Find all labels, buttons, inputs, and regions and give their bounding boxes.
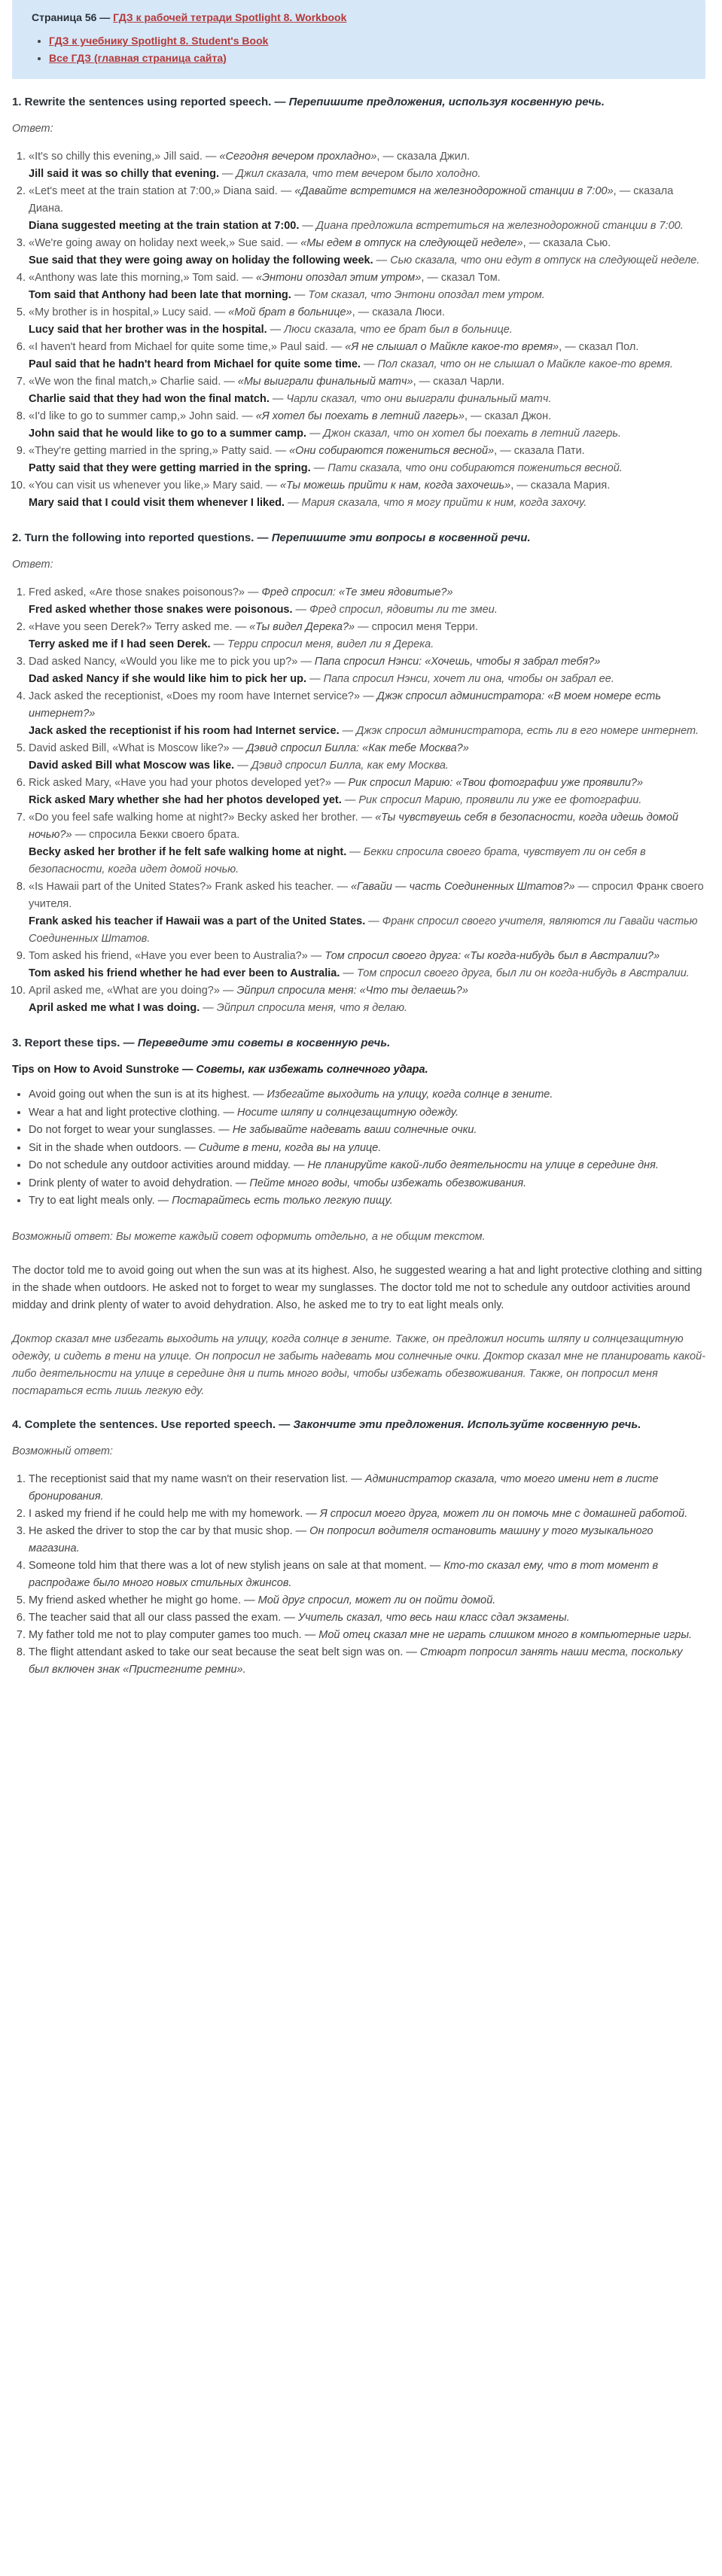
answer-translation: — Бекки спросила своего брата, чувствует ли он себя в безопасности, когда идет домой ночью. xyxy=(29,846,646,875)
tip-item xyxy=(29,1175,705,1193)
tip-translation: Носите шляпу и солнцезащитную одежду. xyxy=(237,1106,459,1119)
answer-translation: — Папа спросил Нэнси, хочет ли она, чтобы он забрал ее. xyxy=(306,673,614,685)
question-tail: — спросил Франк своего учителя. xyxy=(29,881,704,910)
question-translation: «Гавайи — часть Соединенных Штатов?» xyxy=(350,881,575,893)
list-item xyxy=(29,809,705,878)
tip-text: Try to eat light meals only. — xyxy=(29,1195,172,1207)
answer-text: April asked me what I was doing. xyxy=(29,1002,200,1014)
list-item xyxy=(29,148,705,183)
tip-translation: Пейте много воды, чтобы избежать обезвоживания. xyxy=(249,1177,527,1189)
nav-link-item xyxy=(49,50,692,67)
question-text: «You can visit us whenever you like,» Mary said. — xyxy=(29,480,280,492)
answer-translation: — Джил сказала, что тем вечером было холодно. xyxy=(219,168,481,180)
sentence-text: The receptionist said that my name wasn't on their reservation list. — xyxy=(29,1472,365,1485)
question-text: «It's so chilly this evening,» Jill said. — xyxy=(29,151,220,163)
list-item xyxy=(29,1506,705,1523)
question-text: Rick asked Mary, «Have you had your photos developed yet?» — xyxy=(29,777,349,789)
question-translation: Джэк спросил администратора: «В моем номере есть интернет?» xyxy=(29,690,661,720)
list-item xyxy=(29,775,705,809)
tip-translation: Не планируйте какой-либо деятельности на улице в середине дня. xyxy=(307,1159,659,1171)
sentence-text: The flight attendant asked to take our seat because the seat belt sign was on. — xyxy=(29,1646,420,1658)
tip-text: Avoid going out when the sun is at its highest. — xyxy=(29,1089,267,1101)
exercise-1-list xyxy=(12,148,705,512)
answer-text: Jill said it was so chilly that evening. xyxy=(29,168,220,180)
question-translation: Том спросил своего друга: «Ты когда-нибудь был в Австралии?» xyxy=(324,950,660,962)
question-text: «Anthony was late this morning,» Tom said. — xyxy=(29,272,256,284)
list-item xyxy=(29,304,705,339)
list-item xyxy=(29,339,705,373)
list-item xyxy=(29,688,705,740)
question-translation: «Давайте встретимся на железнодорожной станции в 7:00» xyxy=(294,185,614,197)
list-item xyxy=(29,740,705,775)
list-item xyxy=(29,477,705,512)
list-item xyxy=(29,408,705,443)
exercise-2-title: 2. Turn the following into reported questions. — Перепишите эти вопросы в косвенной речи. xyxy=(12,531,531,544)
answer-line xyxy=(29,252,705,269)
sentence-translation: Я спросил моего друга, может ли он помочь мне с домашней работой. xyxy=(319,1507,688,1520)
list-item xyxy=(29,1523,705,1557)
question-tail: , — сказала Сью. xyxy=(522,237,611,249)
tip-item xyxy=(29,1140,705,1158)
sentence-translation: Он попросил водителя остановить машину у того музыкального магазина. xyxy=(29,1524,653,1554)
all-gdz-link[interactable]: Все ГДЗ (главная страница сайта) xyxy=(49,52,227,64)
answer-line xyxy=(29,965,705,982)
tips-title: Tips on How to Avoid Sunstroke — Советы, как избежать солнечного удара. xyxy=(12,1064,428,1076)
answer-text: Dad asked Nancy if she would like him to pick her up. xyxy=(29,673,307,685)
question-translation: Эйприл спросила меня: «Что ты делаешь?» xyxy=(236,985,468,997)
answer-translation: — Люси сказала, что ее брат был в больнице. xyxy=(267,324,513,336)
answer-translation: — Эйприл спросила меня, что я делаю. xyxy=(200,1002,408,1014)
question-tail: , — сказала Мария. xyxy=(510,480,611,492)
answer-line xyxy=(29,218,705,235)
list-item xyxy=(29,1592,705,1609)
sentence-text: The teacher said that all our class passed the exam. — xyxy=(29,1611,298,1624)
question-translation: «Энтони опоздал этим утром» xyxy=(255,272,422,284)
answer-line xyxy=(29,425,705,443)
question-tail: , — сказал Джон. xyxy=(464,410,552,422)
question-text: Fred asked, «Are those snakes poisonous?» — xyxy=(29,586,262,598)
question-text: «Is Hawaii part of the United States?» Frank asked his teacher. — xyxy=(29,881,351,893)
sentence-text: My father told me not to play computer games too much. — xyxy=(29,1628,319,1641)
workbook-link[interactable]: ГДЗ к рабочей тетради Spotlight 8. Workbook xyxy=(113,11,347,23)
answer-translation: — Рик спросил Марию, проявили ли уже ее фотографии. xyxy=(341,794,642,806)
question-translation: «Ты можешь прийти к нам, когда захочешь» xyxy=(279,480,511,492)
navigation-box xyxy=(12,0,705,79)
possible-answer-label: Возможный ответ: xyxy=(12,1445,113,1457)
answer-translation: — Том спросил своего друга, был ли он когда-нибудь в Австралии. xyxy=(340,967,690,979)
question-translation: «Мы выиграли финальный матч» xyxy=(237,376,413,388)
list-item xyxy=(29,878,705,948)
question-tail: — спросила Бекки своего брата. xyxy=(72,829,240,841)
tip-text: Sit in the shade when outdoors. — xyxy=(29,1141,199,1154)
answer-paragraph-ru: Доктор сказал мне избегать выходить на улицу, когда солнце в зените. Также, он предложил носить шляпу и солнцезащитную одежду, и сидеть в тени на улице. Он попросил не забыть надевать мои солнечные очки. Доктор сказал мне не планировать какой-либо деятельности на улице в середине дня и пить много воды, чтобы избежать обезвоживания. Также, он попросил меня постараться есть лишь легкую еду. xyxy=(12,1332,705,1397)
question-text: «They're getting married in the spring,» Patty said. — xyxy=(29,445,290,457)
question-tail: , — сказал Пол. xyxy=(559,341,639,353)
question-translation: Фред спросил: «Те змеи ядовитые?» xyxy=(261,586,453,598)
tip-item xyxy=(29,1192,705,1210)
list-item xyxy=(29,1609,705,1627)
answer-line xyxy=(29,287,705,304)
tip-text: Do not schedule any outdoor activities around midday. — xyxy=(29,1159,308,1171)
question-text: Jack asked the receptionist, «Does my room have Internet service?» — xyxy=(29,690,377,702)
question-translation: «Я не слышал о Майкле какое-то время» xyxy=(345,341,559,353)
question-translation: «Ты чувствуешь себя в безопасности, когда идешь домой ночью?» xyxy=(29,811,678,841)
sentence-text: He asked the driver to stop the car by that music shop. — xyxy=(29,1524,310,1537)
answer-text: Sue said that they were going away on holiday the following week. xyxy=(29,254,373,266)
answer-translation: — Сью сказала, что они едут в отпуск на следующей неделе. xyxy=(373,254,700,266)
sentence-text: I asked my friend if he could help me with my homework. — xyxy=(29,1507,320,1520)
question-tail: , — сказала Диана. xyxy=(29,185,674,215)
answer-text: Terry asked me if I had seen Derek. xyxy=(29,638,211,650)
question-translation: Дэвид спросил Билла: «Как тебе Москва?» xyxy=(246,742,469,754)
nav-links xyxy=(32,32,692,67)
answer-text: Rick asked Mary whether she had her photos developed yet. xyxy=(29,794,342,806)
sentence-translation: Учитель сказал, что весь наш класс сдал экзамены. xyxy=(297,1611,570,1624)
question-tail: , — сказал Чарли. xyxy=(413,376,505,388)
list-item xyxy=(29,982,705,1017)
answer-text: Paul said that he hadn't heard from Michael for quite some time. xyxy=(29,358,361,370)
tip-text: Drink plenty of water to avoid dehydration. — xyxy=(29,1177,250,1189)
tip-item xyxy=(29,1104,705,1122)
answer-line xyxy=(29,460,705,477)
sentence-translation: Стюарт попросил занять наши места, поскольку был включен знак «Пристегните ремни». xyxy=(29,1646,683,1676)
question-text: Dad asked Nancy, «Would you like me to pick you up?» — xyxy=(29,656,315,668)
answer-translation: — Терри спросил меня, видел ли я Дерека. xyxy=(210,638,434,650)
answer-translation: — Пол сказал, что он не слышал о Майкле какое-то время. xyxy=(360,358,673,370)
list-item xyxy=(29,1557,705,1592)
answer-translation: — Джон сказал, что он хотел бы поехать в летний лагерь. xyxy=(306,428,622,440)
question-translation: «Мы едем в отпуск на следующей неделе» xyxy=(300,237,523,249)
answer-line xyxy=(29,844,705,878)
sentence-translation: Администратор сказала, что моего имени нет в листе бронирования. xyxy=(29,1472,659,1503)
sentence-text: Someone told him that there was a lot of new stylish jeans on sale at that moment. — xyxy=(29,1559,444,1572)
list-item xyxy=(29,1627,705,1644)
answer-line xyxy=(29,321,705,339)
answer-text: David asked Bill what Moscow was like. xyxy=(29,760,235,772)
list-item xyxy=(29,373,705,408)
answer-text: Lucy said that her brother was in the hospital. xyxy=(29,324,267,336)
list-item xyxy=(29,235,705,269)
tip-translation: Не забывайте надевать ваши солнечные очки. xyxy=(232,1124,477,1136)
answer-line xyxy=(29,792,705,809)
exercise-1-title: 1. Rewrite the sentences using reported speech. — Перепишите предложения, используя косвенную речь. xyxy=(12,96,605,108)
question-tail: , — сказал Том. xyxy=(421,272,501,284)
answer-line xyxy=(29,757,705,775)
list-item xyxy=(29,183,705,235)
list-item xyxy=(29,443,705,477)
tip-translation: Избегайте выходить на улицу, когда солнце в зените. xyxy=(267,1089,553,1101)
question-text: April asked me, «What are you doing?» — xyxy=(29,985,237,997)
question-translation: Папа спросил Нэнси: «Хочешь, чтобы я забрал тебя?» xyxy=(314,656,601,668)
answer-translation: — Дэвид спросил Билла, как ему Москва. xyxy=(234,760,449,772)
exercise-3-title: 3. Report these tips. — Переведите эти советы в косвенную речь. xyxy=(12,1037,391,1049)
answer-text: Becky asked her brother if he felt safe walking home at night. xyxy=(29,846,347,858)
answer-text: Frank asked his teacher if Hawaii was a part of the United States. xyxy=(29,915,366,927)
question-tail: , — сказала Джил. xyxy=(376,151,471,163)
question-text: «Let's meet at the train station at 7:00,» Diana said. — xyxy=(29,185,295,197)
tip-item xyxy=(29,1122,705,1140)
answer-paragraph-en: The doctor told me to avoid going out when the sun was at its highest. Also, he suggested wearing a hat and light protective clothing and sitting in the shade when outdoors. He asked not to forget to wear my sunglasses. The doctor told me not to schedule any outdoor activities around midday and drink plenty of water to avoid dehydration. Also, he asked me to try to eat light meals only. xyxy=(12,1264,702,1311)
exercise-4-title: 4. Complete the sentences. Use reported speech. — Закончите эти предложения. Используйте косвенную речь. xyxy=(12,1417,641,1431)
sentence-text: My friend asked whether he might go home. — xyxy=(29,1594,258,1606)
sentence-translation: Мой отец сказал мне не играть слишком много в компьютерные игры. xyxy=(318,1628,693,1641)
answer-line xyxy=(29,356,705,373)
tip-item xyxy=(29,1157,705,1175)
exercise-2-list xyxy=(12,584,705,1017)
question-translation: «Ты видел Дерека?» xyxy=(249,621,355,633)
answer-label: Ответ: xyxy=(12,123,53,135)
question-tail: , — сказала Люси. xyxy=(352,306,446,318)
sentence-translation: Мой друг спросил, может ли он пойти домой. xyxy=(257,1594,496,1606)
answer-line xyxy=(29,636,705,653)
list-item xyxy=(29,1644,705,1679)
list-item xyxy=(29,948,705,982)
page-title: Страница 56 — ГДЗ к рабочей тетради Spotlight 8. Workbook xyxy=(32,11,347,23)
question-text: «Do you feel safe walking home at night?» Becky asked her brother. — xyxy=(29,811,376,824)
possible-answer-note: Возможный ответ: Вы можете каждый совет оформить отдельно, а не общим текстом. xyxy=(12,1230,486,1243)
answer-text: John said that he would like to go to a summer camp. xyxy=(29,428,306,440)
question-text: David asked Bill, «What is Moscow like?» — xyxy=(29,742,247,754)
answer-translation: — Мария сказала, что я могу прийти к ним, когда захочу. xyxy=(285,497,587,509)
answer-translation: — Франк спросил своего учителя, являются ли Гавайи частью Соединенных Штатов. xyxy=(29,915,698,945)
tips-list xyxy=(12,1086,705,1210)
sentence-translation: Кто-то сказал ему, что в тот момент в распродаже было много новых стильных джинсов. xyxy=(29,1559,659,1589)
answer-text: Fred asked whether those snakes were poisonous. xyxy=(29,604,293,616)
answer-text: Tom said that Anthony had been late that morning. xyxy=(29,289,291,301)
answer-translation: — Фред спросил, ядовиты ли те змеи. xyxy=(292,604,498,616)
question-text: «We won the final match,» Charlie said. — xyxy=(29,376,238,388)
answer-line xyxy=(29,671,705,688)
list-item xyxy=(29,584,705,619)
question-text: «Have you seen Derek?» Terry asked me. — xyxy=(29,621,250,633)
question-text: «I haven't heard from Michael for quite some time,» Paul said. — xyxy=(29,341,346,353)
answer-text: Charlie said that they had won the final match. xyxy=(29,393,270,405)
question-tail: , — сказала Пати. xyxy=(494,445,585,457)
students-book-link[interactable]: ГДЗ к учебнику Spotlight 8. Student's Book xyxy=(49,35,269,47)
question-text: Tom asked his friend, «Have you ever been to Australia?» — xyxy=(29,950,325,962)
answer-line xyxy=(29,913,705,948)
question-translation: «Мой брат в больнице» xyxy=(228,306,352,318)
answer-translation: — Пати сказала, что они собираются пожениться весной. xyxy=(310,462,623,474)
answer-translation: — Том сказал, что Энтони опоздал тем утром. xyxy=(291,289,545,301)
tip-text: Do not forget to wear your sunglasses. — xyxy=(29,1124,233,1136)
answer-line xyxy=(29,166,705,183)
answer-text: Mary said that I could visit them whenever I liked. xyxy=(29,497,285,509)
answer-label: Ответ: xyxy=(12,559,53,571)
question-translation: «Я хотел бы поехать в летний лагерь» xyxy=(255,410,465,422)
question-tail: — спросил меня Терри. xyxy=(355,621,479,633)
tip-translation: Постарайтесь есть только легкую пищу. xyxy=(172,1195,393,1207)
answer-text: Patty said that they were getting married in the spring. xyxy=(29,462,311,474)
tip-translation: Сидите в тени, когда вы на улице. xyxy=(198,1141,382,1154)
tip-text: Wear a hat and light protective clothing. — xyxy=(29,1106,237,1119)
question-text: «My brother is in hospital,» Lucy said. — xyxy=(29,306,229,318)
question-translation: «Сегодня вечером прохладно» xyxy=(219,151,377,163)
answer-text: Diana suggested meeting at the train station at 7:00. xyxy=(29,220,300,232)
answer-line xyxy=(29,495,705,512)
question-text: «We're going away on holiday next week,» Sue said. — xyxy=(29,237,301,249)
question-translation: «Они собираются пожениться весной» xyxy=(289,445,495,457)
answer-translation: — Диана предложила встретиться на железнодорожной станции в 7:00. xyxy=(299,220,684,232)
answer-text: Jack asked the receptionist if his room had Internet service. xyxy=(29,725,340,737)
tip-item xyxy=(29,1086,705,1104)
answer-translation: — Чарли сказал, что они выиграли финальный матч. xyxy=(269,393,552,405)
list-item xyxy=(29,269,705,304)
exercise-4-list xyxy=(12,1471,705,1679)
list-item xyxy=(29,1471,705,1506)
answer-line xyxy=(29,1000,705,1017)
answer-text: Tom asked his friend whether he had ever been to Australia. xyxy=(29,967,340,979)
question-text: «I'd like to go to summer camp,» John said. — xyxy=(29,410,256,422)
answer-line xyxy=(29,723,705,740)
nav-link-item xyxy=(49,32,692,50)
answer-line xyxy=(29,391,705,408)
answer-translation: — Джэк спросил администратора, есть ли в его номере интернет. xyxy=(339,725,699,737)
question-translation: Рик спросил Марию: «Твои фотографии уже проявили?» xyxy=(348,777,644,789)
list-item xyxy=(29,619,705,653)
list-item xyxy=(29,653,705,688)
answer-line xyxy=(29,601,705,619)
